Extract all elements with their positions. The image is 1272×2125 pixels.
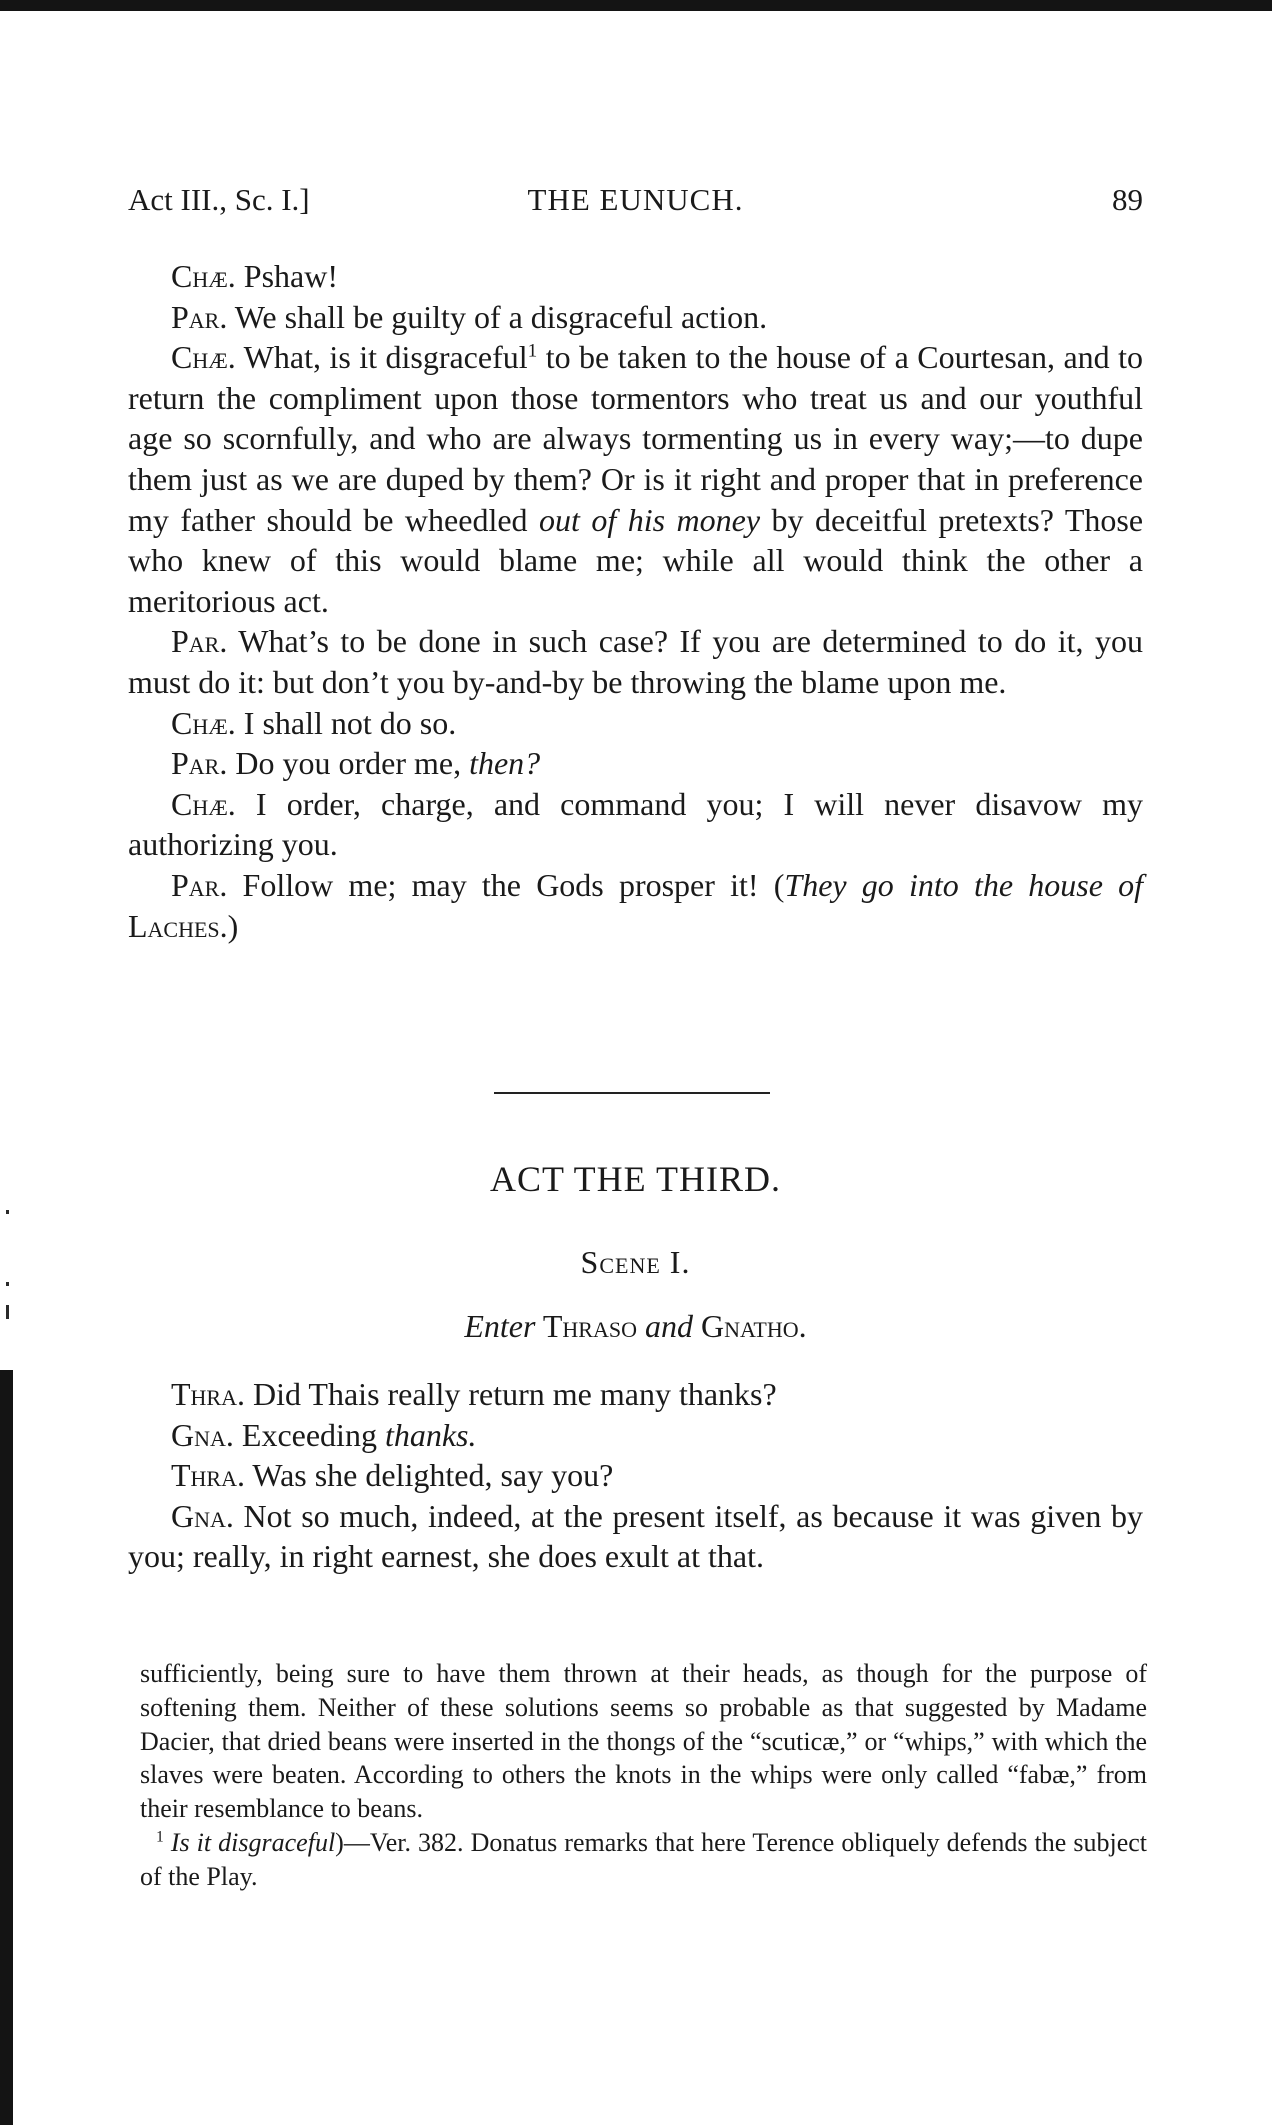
- speaker: Thra.: [171, 1457, 245, 1494]
- page-number: 89: [1112, 182, 1143, 217]
- running-head-title: THE EUNUCH.: [527, 182, 744, 217]
- footnote-marker: 1: [527, 340, 538, 362]
- speech: by deceitful pretexts? Those who knew of this would blame me; while all would think the other a meritorious act.: [128, 501, 1144, 619]
- speaker: Par.: [171, 623, 228, 660]
- dialogue-line: [128, 256, 1143, 297]
- character-name: Thraso: [535, 1308, 645, 1344]
- speaker: Chæ.: [171, 785, 236, 822]
- running-head-left: Act III., Sc. I.]: [128, 182, 310, 217]
- speech: What’s to be done in such case? If you are determined to do it, you must do it: but don’t you by-and-by be throwing the blame upon me.: [128, 623, 1143, 700]
- speaker: Par.: [171, 298, 228, 335]
- footnote-text: )—Ver. 382. Donatus remarks that here Terence obliquely defends the subject of the Play.: [140, 1827, 1147, 1891]
- speaker: Chæ.: [171, 258, 236, 294]
- dialogue-line: [128, 621, 1143, 702]
- running-header: [128, 182, 1143, 226]
- stage-direction-name: Laches: [128, 907, 220, 944]
- speaker: Chæ.: [171, 704, 236, 741]
- speech: Do you order me,: [227, 745, 470, 782]
- scan-speck: [6, 1305, 9, 1319]
- stage-direction: [128, 1308, 1143, 1345]
- speech: Was she delighted, say you?: [245, 1457, 614, 1494]
- stage-paren: (: [773, 866, 785, 903]
- speech: Did Thais really return me many thanks?: [245, 1376, 777, 1412]
- scan-speck: [6, 1282, 9, 1286]
- dialogue-line: [128, 1455, 1143, 1496]
- act-title: ACT THE THIRD.: [489, 1159, 781, 1199]
- dialogue-line: [128, 703, 1143, 744]
- section-divider: [494, 1092, 770, 1094]
- stage-paren: .): [219, 907, 239, 944]
- character-name: Gnatho: [692, 1308, 799, 1344]
- footnote-continued: sufficiently, being sure to have them thrown at their heads, as though for the purpose of softening them. Neither of these solutions seems so probable as that suggested by Madame Dacier, that dried beans were inserted in the thongs of the “scuticæ,” or “whips,” with which the slaves were beaten. According to others the knots in the whips were only called “fabæ,” from their resemblance to beans.: [140, 1659, 1147, 1824]
- footnote-1: [140, 1826, 1147, 1894]
- dialogue-line: [128, 297, 1143, 338]
- stage-and: and: [644, 1308, 693, 1344]
- dialogue-line: [128, 1374, 1143, 1415]
- speaker: Gna.: [171, 1416, 234, 1453]
- speech: We shall be guilty of a disgraceful action.: [227, 298, 768, 335]
- speech-italic: then?: [469, 745, 541, 782]
- speaker: Gna.: [171, 1497, 234, 1534]
- stage-enter: Enter: [464, 1308, 536, 1344]
- stage-end: .: [798, 1308, 807, 1344]
- stage-direction-italic: They go into the house of: [784, 866, 1144, 903]
- scan-speck: [6, 1210, 9, 1214]
- speaker: Chæ.: [171, 339, 236, 376]
- speech: to be taken to the house of a Courtesan, and to return the compliment upon those tormentors who treat us and our youthful age so scornfully, and who are always tormenting us in every way;—to dupe them just as we are duped by them? Or is it right and proper that in preference my father should be wheedled: [128, 339, 1144, 538]
- scan-left-edge: [0, 1370, 13, 2125]
- speech: Pshaw!: [235, 258, 339, 294]
- speech-italic: thanks.: [384, 1416, 477, 1453]
- speech: Follow me; may the Gods prosper it!: [227, 866, 774, 903]
- speech-italic: out of his money: [539, 501, 761, 538]
- speech: I shall not do so.: [235, 704, 457, 741]
- dialogue-line: [128, 865, 1143, 946]
- speech: Not so much, indeed, at the present itself, as because it was given by you; really, in right earnest, she does exult at that.: [128, 1497, 1143, 1575]
- scan-top-border: [0, 0, 1272, 11]
- footnotes: [140, 1657, 1147, 1894]
- dialogue-line: [128, 337, 1143, 621]
- speaker: Par.: [171, 745, 228, 782]
- speaker: Par.: [171, 866, 228, 903]
- speech: I order, charge, and command you; I will never disavow my authorizing you.: [128, 785, 1143, 863]
- footnote-lemma: Is it disgraceful: [170, 1827, 336, 1857]
- speech: Exceeding: [233, 1416, 385, 1453]
- dialogue-line: [128, 784, 1143, 865]
- dialogue-section-2: [128, 1374, 1143, 1577]
- footnote-number: 1: [156, 1828, 164, 1846]
- speaker: Thra.: [171, 1376, 245, 1412]
- dialogue-line: [128, 1415, 1143, 1456]
- dialogue-section-1: [128, 256, 1143, 946]
- dialogue-line: [128, 1496, 1143, 1577]
- dialogue-line: [128, 743, 1143, 784]
- scene-title: Scene I.: [580, 1244, 691, 1280]
- speech: What, is it disgraceful: [235, 339, 528, 376]
